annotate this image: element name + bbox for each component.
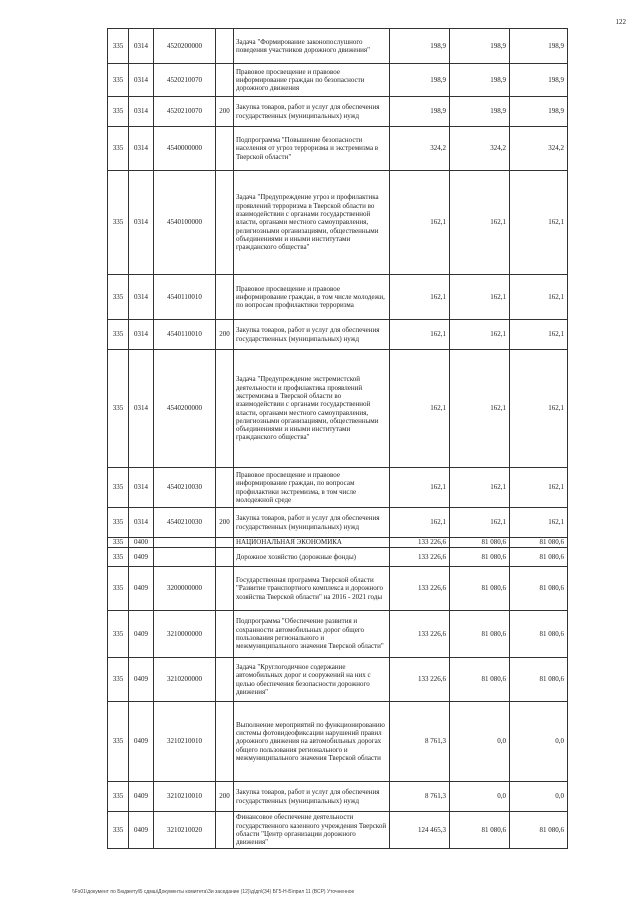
cell-admin-code: 335 [108, 350, 129, 468]
table-row [108, 127, 568, 171]
cell-expense-type [216, 567, 234, 611]
cell-amount-year-2: 324,2 [450, 127, 510, 171]
cell-amount-year-2: 162,1 [450, 468, 510, 508]
cell-item-name: Закупка товаров, работ и услуг для обеспечения государственных (муниципальных) нужд [234, 97, 390, 127]
cell-amount-year-2: 162,1 [450, 350, 510, 468]
cell-expense-type: 200 [216, 508, 234, 538]
cell-admin-code: 335 [108, 275, 129, 320]
cell-target-code: 4540000000 [154, 127, 216, 171]
cell-amount-year-3: 0,0 [510, 782, 568, 812]
table-row [108, 782, 568, 812]
cell-amount-year-1: 198,9 [390, 29, 450, 64]
cell-expense-type [216, 350, 234, 468]
table-row [108, 508, 568, 538]
cell-admin-code: 335 [108, 538, 129, 548]
cell-amount-year-1: 8 761,3 [390, 702, 450, 782]
cell-item-name: Государственная программа Тверской области "Развитие транспортного комплекса и дорожного хозяйства Тверской области" на 2016 - 2021 годы [234, 567, 390, 611]
cell-item-name: Финансовое обеспечение деятельности государственного казенного учреждения Тверской области "Центр организации дорожного движения" [234, 812, 390, 849]
cell-admin-code: 335 [108, 508, 129, 538]
cell-expense-type [216, 29, 234, 64]
cell-amount-year-3: 81 080,6 [510, 567, 568, 611]
cell-item-name: Задача "Предупреждение угроз и профилактика проявлений терроризма в Тверской области во взаимодействии с органами государственной власти, органами местного самоуправления, религиозными организациями, общественными объединениями и иными институтами гражданского общества" [234, 171, 390, 275]
cell-section-code: 0314 [129, 64, 154, 97]
page-number: 122 [615, 18, 626, 26]
cell-section-code: 0314 [129, 29, 154, 64]
cell-admin-code: 335 [108, 548, 129, 567]
cell-amount-year-2: 81 080,6 [450, 538, 510, 548]
cell-expense-type [216, 658, 234, 702]
cell-amount-year-3: 198,9 [510, 97, 568, 127]
cell-amount-year-1: 162,1 [390, 350, 450, 468]
footer-file-path: \\Fs01\документ по Бюджету\Б сдмш\Документы комитета\Зи заседание (12)\д\дп\(34) БГ5-Н-Б\прил 11 (ВСР) Уточненное [72, 889, 355, 895]
cell-item-name: НАЦИОНАЛЬНАЯ ЭКОНОМИКА [234, 538, 390, 548]
table-row [108, 548, 568, 567]
cell-admin-code: 335 [108, 127, 129, 171]
cell-item-name: Правовое просвещение и правовое информирование граждан, в том числе молодежи, по вопросам профилактики терроризма [234, 275, 390, 320]
cell-amount-year-1: 162,1 [390, 508, 450, 538]
cell-item-name: Задача "Формирование законопослушного поведения участников дорожного движения" [234, 29, 390, 64]
cell-target-code: 4520210070 [154, 97, 216, 127]
cell-amount-year-2: 81 080,6 [450, 812, 510, 849]
table-row [108, 350, 568, 468]
cell-admin-code: 335 [108, 567, 129, 611]
cell-amount-year-2: 81 080,6 [450, 548, 510, 567]
cell-item-name: Закупка товаров, работ и услуг для обеспечения государственных (муниципальных) нужд [234, 782, 390, 812]
cell-target-code: 3210200000 [154, 658, 216, 702]
table-row [108, 320, 568, 350]
cell-amount-year-1: 133 226,6 [390, 538, 450, 548]
cell-item-name: Подпрограмма "Повышение безопасности населения от угроз терроризма и экстремизма в Тверской области" [234, 127, 390, 171]
cell-expense-type [216, 468, 234, 508]
cell-amount-year-3: 324,2 [510, 127, 568, 171]
cell-section-code: 0400 [129, 538, 154, 548]
cell-target-code: 3210210010 [154, 782, 216, 812]
cell-amount-year-2: 162,1 [450, 508, 510, 538]
cell-section-code: 0314 [129, 350, 154, 468]
cell-item-name: Задача "Предупреждение экстремистской деятельности и профилактика проявлений экстремизма в Тверской области во взаимодействии с органами государственной власти, органами местного самоуправления, религиозными организациями, общественными объединениями и иными институтами гражданского общества" [234, 350, 390, 468]
cell-admin-code: 335 [108, 64, 129, 97]
cell-expense-type [216, 127, 234, 171]
cell-expense-type [216, 702, 234, 782]
table-body [108, 29, 568, 849]
cell-amount-year-3: 162,1 [510, 171, 568, 275]
cell-amount-year-1: 8 761,3 [390, 782, 450, 812]
cell-amount-year-1: 133 226,6 [390, 548, 450, 567]
cell-amount-year-2: 162,1 [450, 171, 510, 275]
cell-amount-year-1: 162,1 [390, 171, 450, 275]
cell-amount-year-2: 162,1 [450, 320, 510, 350]
cell-amount-year-2: 0,0 [450, 702, 510, 782]
cell-admin-code: 335 [108, 468, 129, 508]
cell-expense-type [216, 538, 234, 548]
cell-amount-year-3: 198,9 [510, 64, 568, 97]
cell-admin-code: 335 [108, 812, 129, 849]
cell-amount-year-3: 81 080,6 [510, 538, 568, 548]
cell-amount-year-1: 324,2 [390, 127, 450, 171]
cell-target-code: 4540210030 [154, 468, 216, 508]
cell-amount-year-1: 124 465,3 [390, 812, 450, 849]
cell-section-code: 0314 [129, 127, 154, 171]
cell-amount-year-1: 162,1 [390, 320, 450, 350]
cell-admin-code: 335 [108, 97, 129, 127]
cell-amount-year-2: 198,9 [450, 64, 510, 97]
cell-amount-year-3: 81 080,6 [510, 658, 568, 702]
cell-amount-year-2: 198,9 [450, 29, 510, 64]
cell-item-name: Задача "Круглогодичное содержание автомобильных дорог и сооружений на них с целью обеспечения безопасности дорожного движения" [234, 658, 390, 702]
cell-admin-code: 335 [108, 171, 129, 275]
cell-target-code [154, 538, 216, 548]
cell-section-code: 0409 [129, 611, 154, 658]
cell-expense-type [216, 64, 234, 97]
table-row [108, 29, 568, 64]
cell-target-code: 4540210030 [154, 508, 216, 538]
cell-expense-type: 200 [216, 782, 234, 812]
cell-section-code: 0409 [129, 658, 154, 702]
cell-section-code: 0314 [129, 468, 154, 508]
cell-amount-year-2: 81 080,6 [450, 658, 510, 702]
cell-expense-type [216, 812, 234, 849]
table-row [108, 468, 568, 508]
cell-amount-year-2: 162,1 [450, 275, 510, 320]
cell-amount-year-1: 133 226,6 [390, 658, 450, 702]
cell-target-code: 4520200000 [154, 29, 216, 64]
cell-amount-year-3: 162,1 [510, 508, 568, 538]
cell-expense-type: 200 [216, 320, 234, 350]
cell-section-code: 0409 [129, 812, 154, 849]
cell-expense-type: 200 [216, 97, 234, 127]
cell-target-code: 3210000000 [154, 611, 216, 658]
cell-target-code: 4540200000 [154, 350, 216, 468]
cell-section-code: 0409 [129, 567, 154, 611]
cell-target-code: 4520210070 [154, 64, 216, 97]
cell-amount-year-1: 133 226,6 [390, 611, 450, 658]
table-row [108, 567, 568, 611]
cell-target-code: 4540110010 [154, 275, 216, 320]
cell-admin-code: 335 [108, 702, 129, 782]
table-row [108, 538, 568, 548]
cell-amount-year-1: 162,1 [390, 468, 450, 508]
cell-section-code: 0409 [129, 782, 154, 812]
cell-item-name: Правовое просвещение и правовое информирование граждан по безопасности дорожного движения [234, 64, 390, 97]
cell-section-code: 0314 [129, 275, 154, 320]
cell-expense-type [216, 171, 234, 275]
cell-amount-year-3: 81 080,6 [510, 611, 568, 658]
cell-expense-type [216, 275, 234, 320]
cell-target-code: 4540110010 [154, 320, 216, 350]
table-row [108, 812, 568, 849]
cell-expense-type [216, 611, 234, 658]
cell-item-name: Закупка товаров, работ и услуг для обеспечения государственных (муниципальных) нужд [234, 508, 390, 538]
cell-item-name: Закупка товаров, работ и услуг для обеспечения государственных (муниципальных) нужд [234, 320, 390, 350]
cell-item-name: Подпрограмма "Обеспечение развития и сохранности автомобильных дорог общего пользования регионального и межмуниципального значения Тверской области" [234, 611, 390, 658]
cell-amount-year-3: 81 080,6 [510, 812, 568, 849]
cell-target-code: 3200000000 [154, 567, 216, 611]
budget-table [107, 28, 568, 849]
cell-expense-type [216, 548, 234, 567]
cell-amount-year-3: 162,1 [510, 320, 568, 350]
cell-amount-year-2: 81 080,6 [450, 611, 510, 658]
table-row [108, 658, 568, 702]
table-row [108, 97, 568, 127]
table-row [108, 64, 568, 97]
cell-item-name: Выполнение мероприятий по функционированию системы фотовидеофиксации нарушений правил дорожного движения на автомобильных дорогах общего пользования регионального и межмуниципального значения Тверской области [234, 702, 390, 782]
table-row [108, 171, 568, 275]
cell-amount-year-2: 198,9 [450, 97, 510, 127]
table-row [108, 275, 568, 320]
cell-target-code: 3210210020 [154, 812, 216, 849]
cell-amount-year-3: 198,9 [510, 29, 568, 64]
cell-section-code: 0314 [129, 171, 154, 275]
cell-section-code: 0409 [129, 702, 154, 782]
cell-admin-code: 335 [108, 29, 129, 64]
cell-target-code: 4540100000 [154, 171, 216, 275]
cell-admin-code: 335 [108, 658, 129, 702]
cell-item-name: Дорожное хозяйство (дорожные фонды) [234, 548, 390, 567]
cell-amount-year-1: 198,9 [390, 64, 450, 97]
cell-amount-year-1: 133 226,6 [390, 567, 450, 611]
cell-admin-code: 335 [108, 782, 129, 812]
cell-admin-code: 335 [108, 611, 129, 658]
cell-amount-year-2: 0,0 [450, 782, 510, 812]
cell-admin-code: 335 [108, 320, 129, 350]
cell-amount-year-3: 162,1 [510, 468, 568, 508]
cell-section-code: 0314 [129, 508, 154, 538]
cell-target-code [154, 548, 216, 567]
cell-target-code: 3210210010 [154, 702, 216, 782]
cell-amount-year-1: 162,1 [390, 275, 450, 320]
cell-item-name: Правовое просвещение и правовое информирование граждан, по вопросам профилактики экстремизма, в том числе молодежной среде [234, 468, 390, 508]
cell-section-code: 0409 [129, 548, 154, 567]
cell-amount-year-3: 0,0 [510, 702, 568, 782]
cell-amount-year-3: 162,1 [510, 275, 568, 320]
cell-amount-year-1: 198,9 [390, 97, 450, 127]
table-row [108, 611, 568, 658]
table-row [108, 702, 568, 782]
cell-section-code: 0314 [129, 320, 154, 350]
cell-amount-year-3: 162,1 [510, 350, 568, 468]
cell-section-code: 0314 [129, 97, 154, 127]
cell-amount-year-3: 81 080,6 [510, 548, 568, 567]
cell-amount-year-2: 81 080,6 [450, 567, 510, 611]
